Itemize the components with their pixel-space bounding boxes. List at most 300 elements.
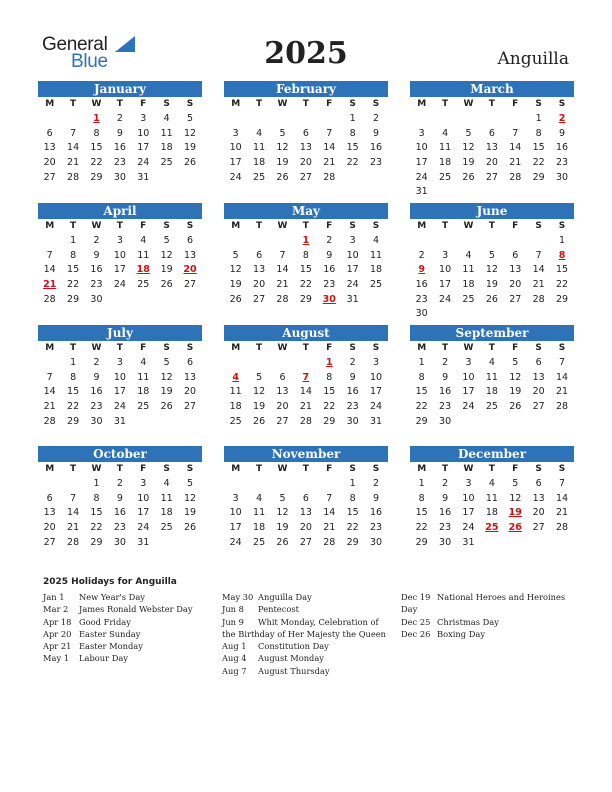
calendar-day: 2: [93, 357, 100, 368]
calendar-day: 10: [137, 127, 150, 139]
holiday-day: 8: [558, 249, 566, 261]
calendar-day: 24: [369, 401, 383, 413]
calendar-day: 26: [160, 401, 173, 413]
calendar-day: 25: [369, 279, 383, 291]
calendar-day: 11: [462, 264, 475, 276]
calendar-day: 15: [67, 386, 80, 398]
calendar-day: 15: [67, 264, 80, 276]
empty-day: [294, 112, 317, 127]
calendar-day: 12: [229, 264, 242, 276]
weekday-header: M: [417, 221, 427, 231]
calendar-day: 7: [559, 478, 566, 489]
calendar-day: 15: [555, 264, 569, 276]
calendar-day: 28: [43, 293, 56, 305]
holiday-day: 4: [232, 371, 239, 383]
holiday-day: 30: [322, 293, 336, 305]
calendar-day: 13: [532, 492, 545, 504]
weekday-header: F: [140, 464, 147, 474]
weekday-header: S: [163, 99, 170, 109]
calendar-day: 28: [299, 415, 312, 427]
month-grid: [224, 219, 388, 307]
calendar-day: 25: [439, 171, 452, 183]
empty-day: [247, 112, 270, 127]
month-grid: [224, 97, 388, 185]
month-title: July: [38, 325, 202, 341]
weekday-header: W: [277, 99, 288, 109]
calendar-day: 25: [229, 415, 242, 427]
weekday-header: T: [442, 343, 449, 353]
calendar-day: 3: [116, 235, 123, 246]
holiday-name: August Monday: [258, 653, 324, 664]
holiday-entry: [222, 652, 390, 664]
holiday-entry: [222, 616, 390, 641]
calendar-day: 31: [346, 293, 359, 305]
calendar-day: 1: [70, 235, 77, 246]
calendar-day: 19: [160, 386, 173, 398]
calendar-day: 14: [67, 142, 80, 154]
calendar-day: 30: [439, 415, 452, 427]
weekday-header: S: [186, 343, 194, 353]
calendar-day: 3: [232, 127, 239, 139]
calendar-day: 25: [462, 293, 475, 305]
month-july: [38, 325, 202, 429]
empty-day: [224, 234, 247, 249]
calendar-day: 11: [229, 386, 242, 398]
empty-day: [247, 356, 270, 371]
calendar-day: 24: [113, 279, 126, 291]
calendar-day: 28: [555, 522, 569, 534]
holiday-name: Easter Sunday: [79, 628, 141, 639]
month-title: January: [38, 81, 202, 97]
calendar-day: 23: [90, 401, 103, 413]
calendar-day: 3: [116, 357, 123, 368]
weekday-header: S: [349, 99, 356, 109]
calendar-day: 26: [509, 401, 522, 413]
calendar-day: 25: [485, 401, 498, 413]
calendar-day: 28: [43, 415, 56, 427]
calendar-day: 9: [116, 492, 123, 504]
calendar-day: 22: [346, 157, 359, 169]
month-april: [38, 203, 202, 307]
calendar-day: 15: [532, 142, 545, 154]
calendar-day: 16: [113, 507, 126, 519]
calendar-day: 19: [509, 386, 522, 398]
calendar-day: 26: [160, 279, 173, 291]
calendar-day: 15: [90, 507, 103, 519]
weekday-header: S: [163, 221, 170, 231]
calendar-day: 6: [302, 127, 309, 139]
calendar-day: 15: [323, 386, 336, 398]
holiday-day: 2: [558, 113, 566, 124]
calendar-day: 7: [512, 127, 519, 139]
empty-day: [61, 477, 84, 492]
calendar-day: 18: [369, 264, 383, 276]
calendar-day: 27: [276, 415, 289, 427]
weekday-header: T: [302, 464, 309, 474]
holiday-date: Jan 1: [43, 592, 65, 602]
calendar-day: 30: [90, 415, 103, 427]
holiday-entry: [401, 616, 569, 628]
calendar-day: 22: [90, 522, 103, 534]
calendar-day: 10: [462, 492, 475, 504]
calendar-day: 27: [299, 536, 312, 548]
calendar-day: 16: [415, 279, 428, 291]
holiday-entry: [222, 665, 390, 677]
calendar-day: 5: [187, 478, 194, 489]
calendar-day: 27: [183, 401, 197, 413]
calendar-day: 16: [346, 386, 359, 398]
weekday-header: F: [512, 99, 519, 109]
calendar-day: 20: [253, 279, 266, 291]
empty-day: [433, 234, 456, 249]
calendar-day: 27: [299, 171, 312, 183]
calendar-day: 24: [137, 157, 150, 169]
calendar-day: 19: [160, 264, 173, 276]
holiday-entry: [222, 603, 390, 615]
calendar-day: 10: [113, 249, 126, 261]
empty-day: [61, 112, 84, 127]
calendar-day: 22: [67, 279, 80, 291]
calendar-day: 7: [535, 249, 542, 261]
calendar-day: 29: [555, 293, 569, 305]
calendar-day: 16: [113, 142, 126, 154]
calendar-day: 28: [323, 536, 336, 548]
weekday-header: T: [302, 99, 309, 109]
weekday-header: M: [45, 343, 55, 353]
calendar-day: 6: [535, 357, 542, 368]
calendar-day: 1: [559, 235, 566, 246]
calendar-day: 8: [70, 371, 77, 383]
empty-day: [224, 477, 247, 492]
holiday-entry: [43, 603, 211, 615]
holiday-name: Christmas Day: [437, 616, 499, 627]
calendar-day: 12: [160, 249, 173, 261]
calendar-day: 22: [532, 157, 545, 169]
calendar-day: 11: [160, 492, 173, 504]
calendar-day: 8: [326, 371, 333, 383]
month-grid: [410, 341, 574, 429]
calendar-day: 31: [137, 171, 150, 183]
calendar-day: 3: [373, 357, 380, 368]
calendar-day: 10: [369, 371, 383, 383]
holiday-date: Mar 2: [43, 604, 69, 615]
calendar-day: 19: [485, 279, 498, 291]
holiday-entry: [401, 628, 569, 640]
calendar-day: 20: [299, 157, 312, 169]
calendar-day: 13: [253, 264, 266, 276]
calendar-day: 29: [90, 171, 103, 183]
calendar-day: 24: [113, 401, 126, 413]
calendar-day: 9: [373, 127, 380, 139]
holiday-day: 7: [302, 371, 310, 383]
calendar-day: 8: [418, 371, 425, 383]
holiday-date: Aug 1: [222, 641, 247, 652]
calendar-day: 13: [183, 371, 197, 383]
weekday-header: S: [186, 99, 194, 109]
calendar-day: 16: [90, 386, 103, 398]
calendar-day: 2: [326, 235, 333, 246]
month-title: August: [224, 325, 388, 341]
weekday-header: T: [488, 99, 495, 109]
calendar-day: 27: [253, 293, 266, 305]
calendar-day: 12: [276, 507, 289, 519]
calendar-day: 9: [442, 371, 449, 383]
calendar-day: 7: [279, 249, 286, 261]
holiday-name: James Ronald Webster Day: [79, 604, 193, 615]
calendar-day: 31: [113, 415, 126, 427]
holiday-date: Aug 7: [222, 665, 247, 676]
calendar-day: 6: [187, 235, 194, 246]
holiday-date: Apr 20: [43, 628, 72, 639]
calendar-day: 17: [439, 279, 452, 291]
calendar-day: 2: [373, 113, 380, 124]
holiday-name: Pentecost: [258, 604, 299, 615]
holiday-date: Dec 26: [401, 628, 431, 639]
calendar-day: 24: [229, 536, 242, 548]
calendar-day: 7: [326, 127, 333, 139]
country-name: Anguilla: [497, 49, 569, 69]
calendar-day: 4: [488, 357, 495, 368]
weekday-header: S: [349, 343, 356, 353]
calendar-day: 12: [276, 142, 289, 154]
calendar-day: 31: [369, 415, 383, 427]
calendar-day: 14: [555, 371, 569, 383]
month-grid: [38, 219, 202, 307]
calendar-day: 20: [509, 279, 522, 291]
weekday-header: F: [140, 99, 147, 109]
empty-day: [410, 234, 433, 249]
calendar-day: 29: [67, 293, 80, 305]
calendar-day: 27: [485, 171, 498, 183]
calendar-day: 12: [509, 492, 522, 504]
month-grid: [410, 219, 574, 322]
calendar-day: 3: [140, 478, 147, 489]
calendar-day: 7: [46, 371, 53, 383]
weekday-header: F: [140, 343, 147, 353]
month-grid: [410, 462, 574, 550]
holiday-entry: [43, 628, 211, 640]
calendar-day: 29: [90, 536, 103, 548]
weekday-header: S: [558, 99, 566, 109]
calendar-day: 3: [140, 113, 147, 124]
calendar-day: 4: [140, 357, 147, 368]
weekday-header: T: [488, 464, 495, 474]
calendar-day: 14: [276, 264, 289, 276]
empty-day: [410, 112, 433, 127]
holiday-name: Easter Monday: [79, 641, 143, 652]
calendar-day: 12: [183, 492, 197, 504]
calendar-day: 3: [232, 492, 239, 504]
calendar-day: 24: [346, 279, 359, 291]
calendar-day: 4: [373, 235, 380, 246]
calendar-day: 6: [256, 249, 263, 261]
calendar-day: 5: [512, 357, 519, 368]
calendar-day: 26: [462, 171, 475, 183]
calendar-day: 14: [555, 492, 569, 504]
calendar-day: 29: [323, 415, 336, 427]
weekday-header: T: [256, 464, 263, 474]
calendar-day: 28: [323, 171, 336, 183]
calendar-day: 2: [116, 478, 123, 489]
calendar-day: 18: [253, 157, 266, 169]
calendar-day: 11: [160, 127, 173, 139]
calendar-day: 17: [229, 522, 242, 534]
empty-day: [457, 234, 480, 249]
holiday-day: 26: [508, 522, 522, 534]
holiday-date: May 1: [43, 653, 70, 664]
holiday-name: Constitution Day: [258, 641, 329, 652]
calendar-day: 27: [43, 171, 56, 183]
weekday-header: M: [231, 343, 241, 353]
weekday-header: T: [256, 221, 263, 231]
calendar-day: 4: [465, 249, 472, 261]
weekday-header: S: [186, 221, 194, 231]
calendar-day: 8: [418, 492, 425, 504]
calendar-day: 4: [256, 127, 263, 139]
calendar-day: 21: [555, 386, 569, 398]
calendar-day: 20: [299, 522, 312, 534]
month-january: [38, 81, 202, 185]
calendar-day: 11: [137, 371, 150, 383]
weekday-header: T: [256, 343, 263, 353]
calendar-day: 25: [137, 401, 150, 413]
calendar-day: 27: [509, 293, 522, 305]
calendar-day: 12: [462, 142, 475, 154]
calendar-day: 14: [43, 386, 56, 398]
calendar-day: 23: [555, 157, 569, 169]
weekday-header: M: [417, 343, 427, 353]
holiday-name: Good Friday: [79, 616, 131, 627]
calendar-day: 17: [229, 157, 242, 169]
weekday-header: S: [535, 221, 542, 231]
month-grid: [224, 341, 388, 429]
calendar-day: 26: [183, 522, 197, 534]
empty-day: [318, 477, 341, 492]
calendar-day: 17: [113, 264, 126, 276]
calendar-day: 23: [369, 522, 383, 534]
calendar-day: 13: [485, 142, 498, 154]
calendar-day: 23: [415, 293, 428, 305]
brand-general: General: [42, 34, 108, 55]
weekday-header: M: [417, 99, 427, 109]
holiday-name: Boxing Day: [437, 628, 486, 639]
empty-day: [457, 112, 480, 127]
calendar-day: 22: [299, 279, 312, 291]
calendar-day: 5: [465, 127, 472, 139]
calendar-day: 11: [253, 507, 266, 519]
calendar-day: 15: [299, 264, 312, 276]
calendar-day: 16: [90, 264, 103, 276]
weekday-header: M: [417, 464, 427, 474]
weekday-header: F: [326, 464, 333, 474]
calendar-day: 10: [137, 492, 150, 504]
empty-day: [38, 234, 61, 249]
calendar-day: 6: [46, 492, 53, 504]
calendar-day: 23: [113, 157, 126, 169]
weekday-header: M: [45, 464, 55, 474]
calendar-day: 30: [415, 308, 428, 320]
calendar-day: 30: [439, 536, 452, 548]
calendar-day: 31: [415, 186, 428, 198]
calendar-day: 10: [229, 507, 242, 519]
holiday-date: Aug 4: [222, 653, 247, 664]
calendar-day: 16: [439, 507, 452, 519]
holiday-column: [401, 591, 569, 640]
calendar-day: 10: [439, 264, 452, 276]
holidays-title: 2025 Holidays for Anguilla: [43, 577, 177, 587]
calendar-day: 18: [137, 386, 150, 398]
month-title: April: [38, 203, 202, 219]
calendar-day: 3: [349, 235, 356, 246]
calendar-day: 13: [299, 507, 312, 519]
calendar-day: 20: [43, 522, 56, 534]
calendar-day: 7: [70, 127, 77, 139]
calendar-day: 26: [276, 171, 289, 183]
weekday-header: S: [372, 343, 380, 353]
calendar-day: 16: [323, 264, 336, 276]
month-december: [410, 446, 574, 550]
calendar-day: 9: [326, 249, 333, 261]
weekday-header: S: [372, 99, 380, 109]
calendar-day: 17: [113, 386, 126, 398]
calendar-day: 29: [415, 536, 428, 548]
calendar-day: 19: [276, 522, 289, 534]
empty-day: [527, 234, 550, 249]
month-november: [224, 446, 388, 550]
calendar-day: 13: [276, 386, 289, 398]
weekday-header: S: [558, 221, 566, 231]
calendar-day: 19: [462, 157, 475, 169]
calendar-day: 22: [67, 401, 80, 413]
calendar-day: 2: [442, 357, 449, 368]
calendar-day: 24: [137, 522, 150, 534]
calendar-day: 31: [137, 536, 150, 548]
calendar-day: 8: [93, 127, 100, 139]
month-title: October: [38, 446, 202, 462]
calendar-day: 10: [229, 142, 242, 154]
weekday-header: F: [512, 464, 519, 474]
calendar-day: 2: [442, 478, 449, 489]
month-grid: [38, 341, 202, 429]
calendar-day: 22: [415, 401, 428, 413]
brand-blue: Blue: [71, 51, 108, 72]
calendar-day: 9: [93, 249, 100, 261]
calendar-day: 17: [346, 264, 359, 276]
calendar-day: 21: [532, 279, 545, 291]
weekday-header: T: [256, 99, 263, 109]
calendar-day: 19: [276, 157, 289, 169]
month-title: February: [224, 81, 388, 97]
holiday-name: Anguilla Day: [258, 592, 312, 602]
calendar-day: 28: [509, 171, 522, 183]
calendar-day: 16: [369, 507, 383, 519]
calendar-day: 5: [488, 249, 495, 261]
weekday-header: T: [442, 464, 449, 474]
weekday-header: T: [488, 221, 495, 231]
weekday-header: T: [442, 99, 449, 109]
calendar-day: 16: [369, 142, 383, 154]
holiday-date: Dec 25: [401, 616, 431, 627]
calendar-day: 1: [418, 478, 425, 489]
calendar-day: 18: [485, 386, 498, 398]
weekday-header: T: [70, 343, 77, 353]
calendar-day: 26: [229, 293, 242, 305]
month-title: May: [224, 203, 388, 219]
calendar-day: 26: [183, 157, 197, 169]
calendar-day: 20: [485, 157, 498, 169]
calendar-day: 7: [46, 249, 53, 261]
weekday-header: W: [463, 99, 474, 109]
